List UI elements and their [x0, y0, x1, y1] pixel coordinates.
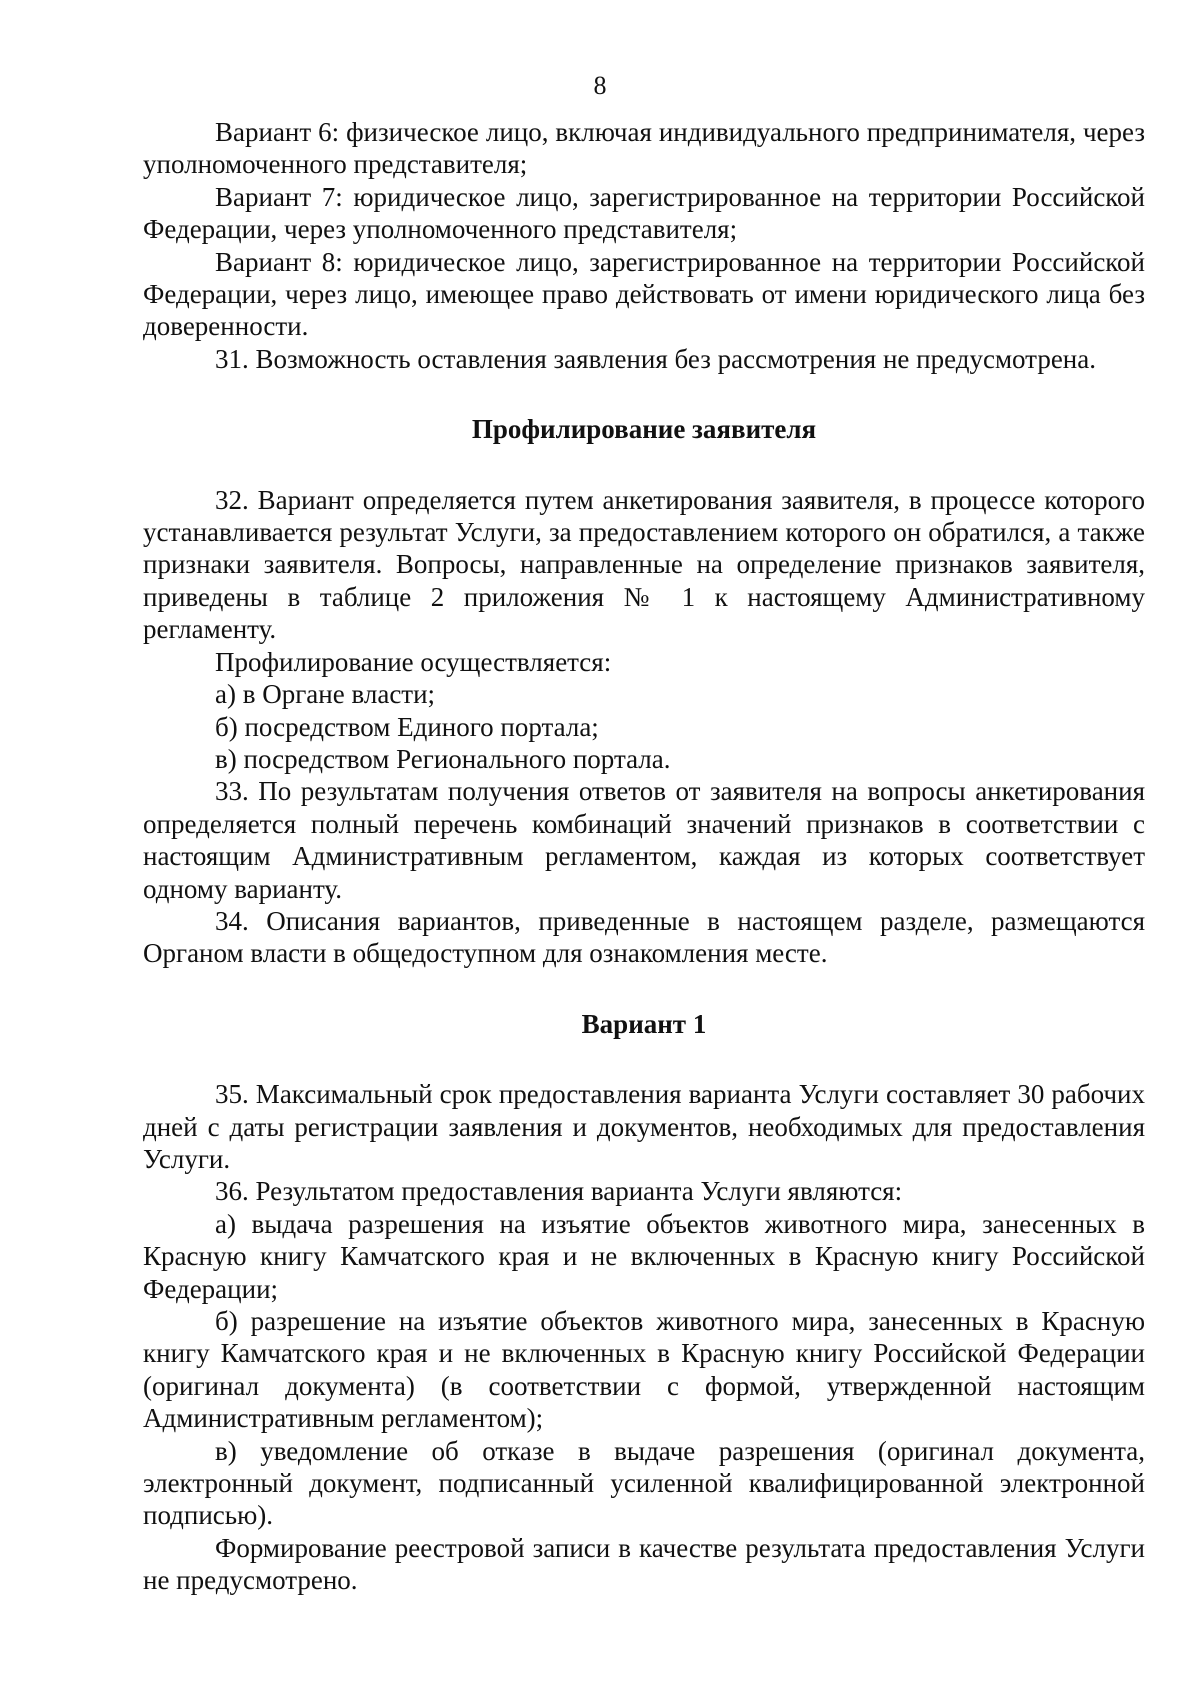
result-item-b: б) разрешение на изъятие объектов животного мира, занесенных в Красную книгу Камчатского края и не включенных в Красную книгу Российской Федерации (оригинал документа) (в соответствии с формой, утвержденной настоящим Административным регламентом); — [143, 1306, 1145, 1434]
list-item-a: а) в Органе власти; — [215, 679, 436, 710]
paragraph-35: 35. Максимальный срок предоставления варианта Услуги составляет 30 рабочих дней с даты регистрации заявления и документов, необходимых для предоставления Услуги. — [143, 1079, 1145, 1174]
document-body — [143, 116, 1145, 1597]
paragraph-registry-record: Формирование реестровой записи в качестве результата предоставления Услуги не предусмотрено. — [143, 1532, 1145, 1596]
paragraph-31: 31. Возможность оставления заявления без рассмотрения не предусмотрена. — [215, 343, 1096, 374]
paragraph-variant-7: Вариант 7: юридическое лицо, зарегистрированное на территории Российской Федерации, через уполномоченного представителя; — [143, 181, 1145, 245]
result-item-v: в) уведомление об отказе в выдаче разрешения (оригинал документа, электронный документ, подписанный усиленной квалифицированной электронной подписью). — [143, 1435, 1145, 1531]
page-number: 8 — [593, 71, 607, 100]
list-item-b: б) посредством Единого портала; — [215, 711, 599, 742]
paragraph-33: 33. По результатам получения ответов от заявителя на вопросы анкетирования определяется полный перечень комбинаций значений признаков в соответствии с настоящим Административным регламентом, каждая из которых соответствует одному варианту. — [143, 776, 1145, 904]
paragraph-34: 34. Описания вариантов, приведенные в настоящем разделе, размещаются Органом власти в общедоступном для ознакомления месте. — [143, 905, 1145, 969]
list-item-v: в) посредством Регионального портала. — [215, 743, 671, 774]
paragraph-variant-6: Вариант 6: физическое лицо, включая индивидуального предпринимателя, через уполномоченного представителя; — [143, 117, 1145, 180]
section-heading-profiling: Профилирование заявителя — [471, 414, 817, 445]
paragraph-36: 36. Результатом предоставления варианта Услуги являются: — [215, 1176, 903, 1207]
result-item-a: а) выдача разрешения на изъятие объектов животного мира, занесенных в Красную книгу Камчатского края и не включенных в Красную книгу Российской Федерации; — [143, 1208, 1145, 1304]
paragraph-variant-8: Вариант 8: юридическое лицо, зарегистрированное на территории Российской Федерации, через лицо, имеющее право действовать от имени юридического лица без доверенности. — [143, 246, 1145, 342]
section-heading-variant-1: Вариант 1 — [581, 1008, 707, 1039]
paragraph-profiling-intro: Профилирование осуществляется: — [215, 646, 612, 677]
paragraph-32: 32. Вариант определяется путем анкетирования заявителя, в процессе которого устанавливается результат Услуги, за предоставлением которого он обратился, а также признаки заявителя. Вопросы, направленные на определение признаков заявителя, приведены в таблице 2 приложения № 1 к настоящему Административному регламенту. — [143, 484, 1145, 645]
